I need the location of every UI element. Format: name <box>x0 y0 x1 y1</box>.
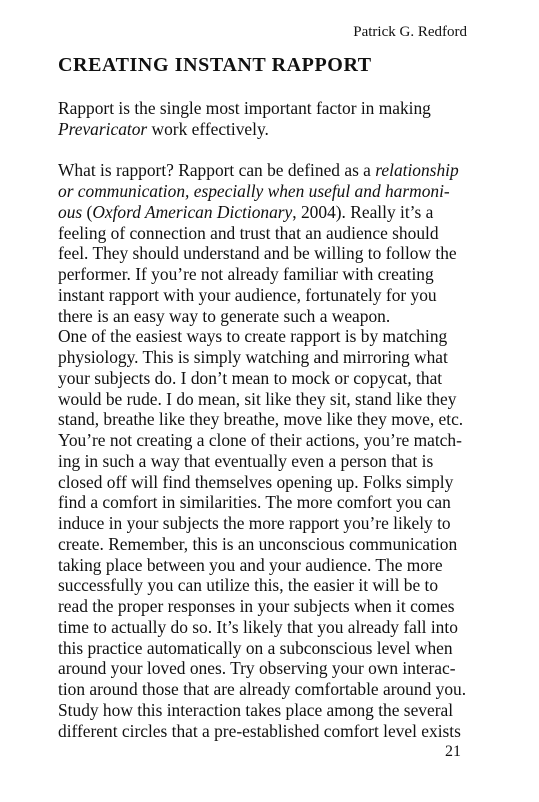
text-run: You’re not creating a clone of their actions, you’re match- <box>58 430 462 450</box>
text-line <box>58 243 478 264</box>
text-run: there is an easy way to generate such a weapon. <box>58 305 391 326</box>
text-line <box>58 119 478 140</box>
chapter-title: CREATING INSTANT RAPPORT <box>58 54 372 76</box>
text-line <box>58 721 478 742</box>
text-line <box>58 347 478 368</box>
body-text <box>58 98 478 741</box>
text-run: Study how this interaction takes place among the several <box>58 699 454 720</box>
text-run: ( <box>82 201 93 222</box>
text-run: would be rude. I do mean, sit like they sit, stand like they <box>58 388 457 409</box>
text-line <box>58 575 478 596</box>
text-run: tion around those that are already comfortable around you. <box>58 679 467 699</box>
text-line <box>58 596 478 617</box>
running-header-author: Patrick G. Redford <box>353 24 467 40</box>
text-run: What is rapport? Rapport can be defined as a <box>58 160 376 181</box>
text-run: closed off will find themselves opening up. Folks simply <box>58 471 454 492</box>
text-run: ing in such a way that eventually even a person that is <box>58 450 434 471</box>
text-run: , 2004). Really it’s a <box>292 201 434 222</box>
paragraph-intro <box>58 98 478 140</box>
text-run: induce in your subjects the more rapport you’re likely to <box>58 513 451 533</box>
text-run: around your loved ones. Try observing your own interac- <box>58 658 456 679</box>
text-run: feeling of connection and trust that an audience should <box>58 222 439 243</box>
text-line <box>58 555 478 576</box>
text-line <box>58 679 478 700</box>
text-line <box>58 658 478 679</box>
text-run: feel. They should understand and be willing to follow the <box>58 243 457 264</box>
text-line <box>58 285 478 306</box>
text-line <box>58 617 478 638</box>
text-line <box>58 492 478 513</box>
text-line <box>58 98 478 119</box>
text-line <box>58 472 478 493</box>
text-run: One of the easiest ways to create rapport is by matching <box>58 326 448 347</box>
text-run: work effectively. <box>147 118 269 139</box>
italic-run: relationship <box>375 160 459 181</box>
text-run: taking place between you and your audience. The more <box>58 554 443 575</box>
italic-run: ous <box>58 201 83 222</box>
text-line <box>58 160 478 181</box>
page-number: 21 <box>445 743 461 760</box>
text-line <box>58 534 478 555</box>
text-line <box>58 451 478 472</box>
italic-run: or communication, especially when useful and harmoni- <box>58 181 450 201</box>
text-line <box>58 700 478 721</box>
text-run: physiology. This is simply watching and mirroring what <box>58 347 448 367</box>
text-run: performer. If you’re not already familiar with creating <box>58 264 434 284</box>
text-run: find a comfort in similarities. The more comfort you can <box>58 492 451 513</box>
text-line <box>58 264 478 285</box>
text-line <box>58 306 478 327</box>
text-line <box>58 513 478 534</box>
italic-run: Oxford American Dictionary <box>92 201 293 222</box>
text-line <box>58 409 478 430</box>
text-run: this practice automatically on a subconscious level when <box>58 637 453 658</box>
paragraph-gap <box>58 140 478 161</box>
text-run: create. Remember, this is an unconscious communication <box>58 533 458 554</box>
text-line <box>58 223 478 244</box>
text-run: stand, breathe like they breathe, move like they move, etc. <box>58 409 464 430</box>
text-run: successfully you can utilize this, the easier it will be to <box>58 575 439 596</box>
paragraph-rapport-definition <box>58 160 478 741</box>
text-line <box>58 430 478 451</box>
text-line <box>58 181 478 202</box>
text-run: read the proper responses in your subjects when it comes <box>58 596 455 616</box>
text-run: instant rapport with your audience, fortunately for you <box>58 284 437 305</box>
text-line <box>58 638 478 659</box>
text-line <box>58 202 478 223</box>
italic-run: Prevaricator <box>58 118 148 139</box>
text-run: different circles that a pre-established comfort level exists <box>58 720 461 741</box>
text-line <box>58 368 478 389</box>
text-run: your subjects do. I don’t mean to mock or copycat, that <box>58 367 443 388</box>
text-run: Rapport is the single most important factor in making <box>58 98 431 118</box>
text-run: time to actually do so. It’s likely that you already fall into <box>58 616 458 637</box>
text-line <box>58 326 478 347</box>
text-line <box>58 389 478 410</box>
